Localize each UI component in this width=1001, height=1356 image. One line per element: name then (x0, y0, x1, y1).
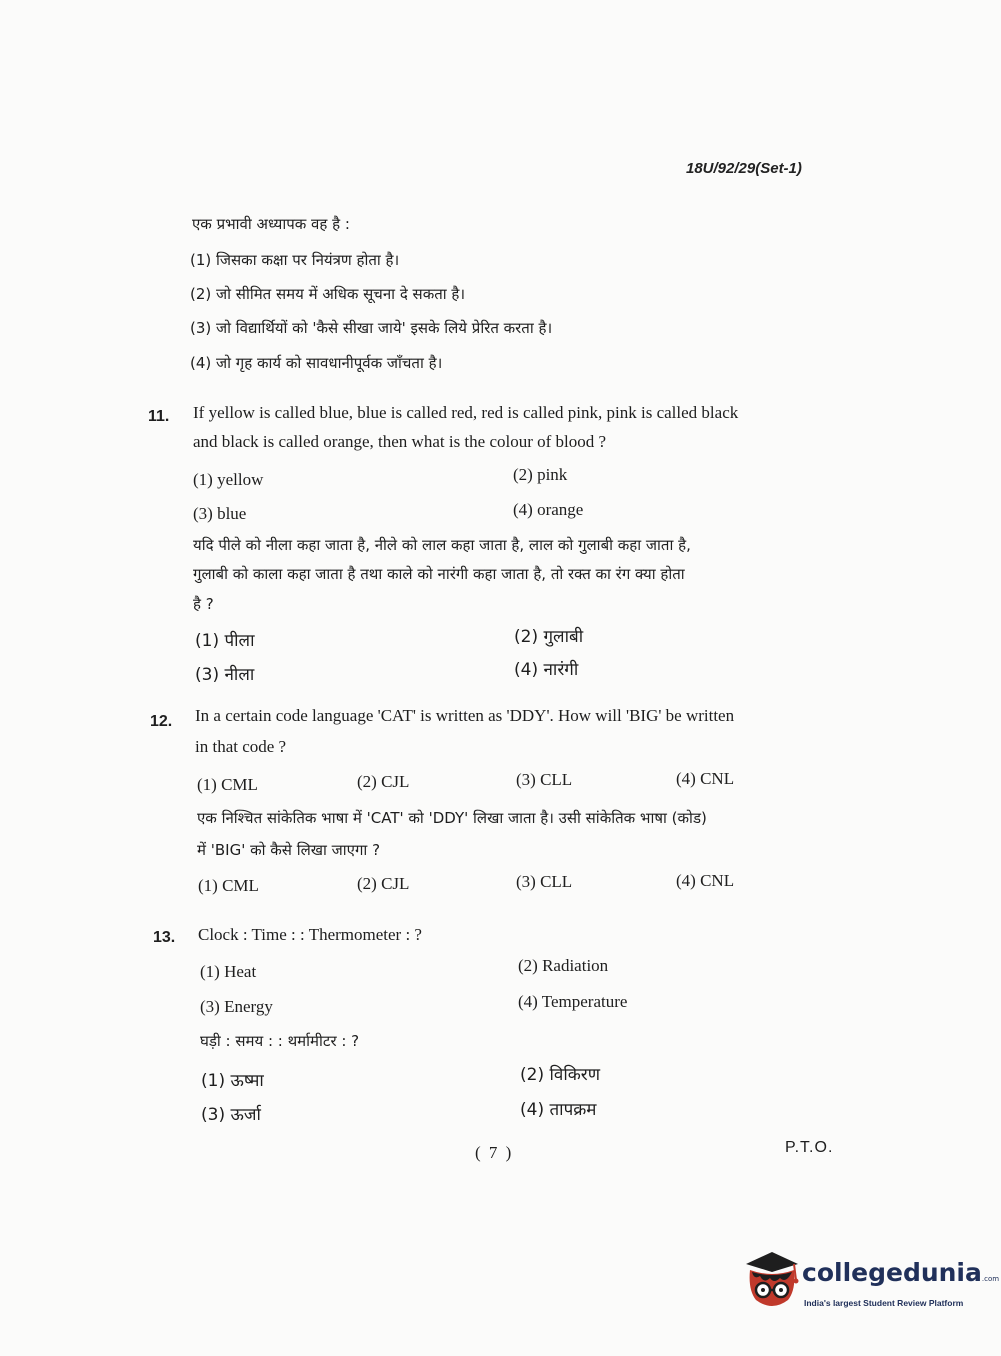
prev-option-1: (1) जिसका कक्षा पर नियंत्रण होता है। (190, 251, 400, 269)
question-number-11: 11. (148, 408, 170, 425)
q13-stem-hi: घड़ी : समय : : थर्मामीटर : ? (200, 1032, 360, 1050)
paper-code: 18U/92/29(Set-1) (686, 160, 802, 177)
q11-option-hi-3: (3) नीला (195, 665, 255, 685)
q12-option-hi-3: (3) CLL (516, 872, 573, 891)
q13-option-en-2: (2) Radiation (518, 956, 609, 975)
prev-option-3: (3) जो विद्यार्थियों को 'कैसे सीखा जाये' इसके लिये प्रेरित करता है। (190, 319, 553, 337)
mascot-icon (742, 1250, 802, 1312)
collegedunia-watermark (742, 1250, 1000, 1320)
q12-stem-en-line1: In a certain code language 'CAT' is written as 'DDY'. How will 'BIG' be written (195, 706, 735, 725)
q11-option-en-4: (4) orange (513, 500, 584, 519)
q11-stem-en-line2: and black is called orange, then what is the colour of blood ? (193, 432, 607, 451)
q11-option-en-3: (3) blue (193, 504, 247, 523)
q12-option-en-2: (2) CJL (357, 772, 410, 791)
q11-option-hi-1: (1) पीला (195, 631, 255, 651)
pto-label: P.T.O. (785, 1139, 834, 1156)
q12-option-en-1: (1) CML (197, 775, 258, 794)
q11-stem-hi-line3: है ? (193, 595, 214, 613)
q13-option-hi-4: (4) तापक्रम (520, 1100, 597, 1120)
q13-option-hi-2: (2) विकिरण (520, 1065, 601, 1085)
question-number-13: 13. (153, 929, 176, 946)
q12-stem-hi-line1: एक निश्चित सांकेतिक भाषा में 'CAT' को 'DDY' लिखा जाता है। उसी सांकेतिक भाषा (कोड) (197, 809, 707, 827)
q12-option-hi-1: (1) CML (198, 876, 259, 895)
q11-option-en-2: (2) pink (513, 465, 568, 484)
q12-option-en-4: (4) CNL (676, 769, 735, 788)
prev-option-4: (4) जो गृह कार्य को सावधानीपूर्वक जाँचता है। (190, 354, 443, 372)
q11-option-en-1: (1) yellow (193, 470, 264, 489)
brand-name: collegedunia.com (802, 1258, 1000, 1287)
prev-option-2: (2) जो सीमित समय में अधिक सूचना दे सकता है। (190, 285, 466, 303)
question-number-12: 12. (150, 713, 173, 730)
q13-option-hi-3: (3) ऊर्जा (201, 1105, 261, 1125)
q12-option-hi-2: (2) CJL (357, 874, 410, 893)
q13-option-en-1: (1) Heat (200, 962, 257, 981)
q12-option-hi-4: (4) CNL (676, 871, 735, 890)
q12-option-en-3: (3) CLL (516, 770, 573, 789)
q13-stem-en: Clock : Time : : Thermometer : ? (198, 925, 422, 944)
q12-stem-en-line2: in that code ? (195, 737, 287, 756)
q13-option-hi-1: (1) ऊष्मा (201, 1071, 264, 1091)
q11-stem-hi-line1: यदि पीले को नीला कहा जाता है, नीले को लाल कहा जाता है, लाल को गुलाबी कहा जाता है, (193, 536, 691, 554)
q12-stem-hi-line2: में 'BIG' को कैसे लिखा जाएगा ? (197, 841, 381, 859)
q11-stem-en-line1: If yellow is called blue, blue is called red, red is called pink, pink is called black (193, 403, 739, 422)
q13-option-en-3: (3) Energy (200, 997, 273, 1016)
q13-option-en-4: (4) Temperature (518, 992, 628, 1011)
prev-question-stem: एक प्रभावी अध्यापक वह है : (192, 215, 350, 233)
page-number: ( 7 ) (475, 1143, 514, 1162)
q11-option-hi-4: (4) नारंगी (514, 660, 579, 680)
brand-tagline: India's largest Student Review Platform (804, 1298, 964, 1308)
q11-option-hi-2: (2) गुलाबी (514, 627, 584, 647)
q11-stem-hi-line2: गुलाबी को काला कहा जाता है तथा काले को नारंगी कहा जाता है, तो रक्त का रंग क्या होता (193, 565, 685, 583)
